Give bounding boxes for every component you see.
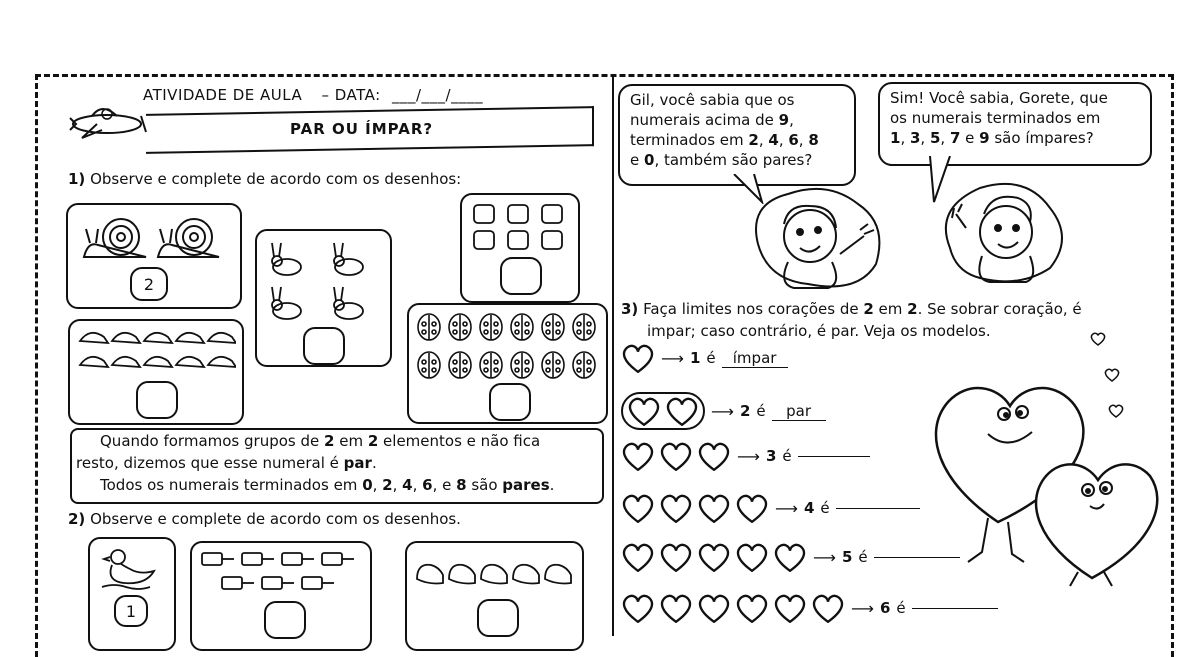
row-number: 3: [765, 447, 777, 465]
answer-field[interactable]: [798, 456, 870, 457]
heart-icon[interactable]: [773, 593, 807, 623]
heart-group[interactable]: [621, 542, 807, 572]
heart-icon[interactable]: [659, 593, 693, 623]
bubble-text: , também são pares?: [654, 151, 813, 169]
info-text: elementos e não fica: [378, 432, 541, 450]
bubble-text: ,: [940, 129, 950, 147]
heart-icon[interactable]: [697, 493, 731, 523]
arrow-icon: ⟶: [711, 401, 734, 421]
page-title: PAR OU ÍMPAR?: [290, 120, 434, 138]
bubble-text: são ímpares?: [989, 129, 1094, 147]
bubble-number: 9: [778, 111, 790, 129]
bubble-number: 7: [949, 129, 961, 147]
bubble-text: e: [630, 151, 644, 169]
info-text: Todos os numerais terminados em: [100, 476, 363, 494]
heart-icon[interactable]: [621, 441, 655, 471]
heart-icon[interactable]: [621, 493, 655, 523]
answer-field[interactable]: ímpar: [722, 349, 788, 368]
bubble-text: e: [960, 129, 980, 147]
arrow-icon: ⟶: [775, 498, 798, 518]
heart-icon[interactable]: [735, 493, 769, 523]
heart-icon[interactable]: [735, 542, 769, 572]
activity-label: ATIVIDADE DE AULA: [143, 86, 303, 104]
rabbit-answer-box[interactable]: [303, 327, 345, 365]
girl-illustration: [748, 184, 898, 294]
heart-icon[interactable]: [659, 441, 693, 471]
info-number: 2: [367, 432, 379, 450]
heart-row-4: [621, 493, 920, 523]
bubble-text: ,: [778, 131, 789, 149]
bubble-text: os numerais terminados em: [890, 109, 1101, 127]
jug-box: [460, 193, 580, 303]
heart-icon[interactable]: [621, 542, 655, 572]
row-label: é: [756, 402, 766, 420]
info-box: [70, 428, 604, 504]
arrow-icon: ⟶: [851, 598, 874, 618]
heart-icon[interactable]: [735, 593, 769, 623]
bubble-text: ,: [900, 129, 910, 147]
info-number: 2: [382, 476, 393, 494]
row-number: 2: [739, 402, 751, 420]
duck-answer-box[interactable]: 1: [114, 595, 148, 627]
bubble-number: 9: [979, 129, 990, 147]
heart-group[interactable]: [621, 441, 731, 471]
bubble-text: ,: [789, 111, 794, 129]
jug-icon: [470, 199, 570, 253]
q3-number-bold: 2: [863, 300, 874, 318]
heart-row-3: [621, 441, 870, 471]
q3-number-bold: 2: [907, 300, 918, 318]
heart-icon[interactable]: [697, 593, 731, 623]
bubble-number: 2: [748, 131, 759, 149]
bubble-number: 6: [788, 131, 799, 149]
snail-answer-box[interactable]: 2: [130, 267, 168, 301]
info-text: Quando formamos grupos de: [100, 432, 325, 450]
row-number: 6: [879, 599, 891, 617]
info-number: 4: [402, 476, 413, 494]
heart-row-5: [621, 542, 960, 572]
info-text: , e: [432, 476, 457, 494]
cap-icon: [76, 325, 236, 371]
rabbit-box: [255, 229, 392, 367]
column-divider: [612, 76, 614, 636]
row-label: é: [896, 599, 906, 617]
duck-icon: [100, 547, 162, 591]
boy-illustration: [930, 178, 1080, 288]
heart-icon[interactable]: [697, 542, 731, 572]
info-text: resto, dizemos que esse numeral é: [76, 454, 344, 472]
bubble-text: Gil, você sabia que os: [630, 91, 795, 109]
answer-field[interactable]: [836, 508, 920, 509]
row-label: é: [858, 548, 868, 566]
q3-text: . Se sobrar coração, é: [917, 300, 1082, 318]
heart-icon[interactable]: [811, 593, 845, 623]
info-keyword: pares: [502, 476, 550, 494]
bubble-text: ,: [758, 131, 769, 149]
bubble-text: ,: [920, 129, 930, 147]
shoe-answer-box[interactable]: [477, 599, 519, 637]
row-label: é: [782, 447, 792, 465]
shoe-box: [405, 541, 584, 651]
bubble-text: numerais acima de: [630, 111, 779, 129]
arrow-icon: ⟶: [813, 547, 836, 567]
rabbit-icon: [265, 237, 383, 321]
duck-box: [88, 537, 176, 651]
q3-text: impar; caso contrário, é par. Veja os modelos.: [647, 322, 991, 340]
info-text: .: [371, 454, 377, 472]
shoe-icon: [413, 555, 577, 591]
heart-group[interactable]: [621, 343, 655, 373]
cap-answer-box[interactable]: [136, 381, 178, 419]
pan-answer-box[interactable]: [264, 601, 306, 639]
bubble-number: 1: [890, 129, 901, 147]
arrow-icon: ⟶: [737, 446, 760, 466]
bubble-text: ,: [798, 131, 809, 149]
info-text: são: [466, 476, 503, 494]
bubble-text: terminados em: [630, 131, 749, 149]
cap-box: [68, 319, 244, 425]
answer-field[interactable]: [912, 608, 998, 609]
heart-row-6: [621, 593, 998, 623]
info-number: 0: [362, 476, 373, 494]
q3-number: 3): [621, 300, 639, 318]
heart-group[interactable]: [621, 493, 769, 523]
bubble-number: 8: [808, 131, 819, 149]
pan-box: [190, 541, 372, 651]
q3-text: em: [873, 300, 908, 318]
heart-icon[interactable]: [665, 396, 699, 426]
q1-prompt: Observe e complete de acordo com os desenhos:: [90, 170, 462, 188]
bubble-number: 3: [909, 129, 921, 147]
heart-icon[interactable]: [659, 542, 693, 572]
heart-icon: [1090, 332, 1106, 346]
heart-group[interactable]: [621, 593, 845, 623]
row-label: é: [820, 499, 830, 517]
info-text: .: [549, 476, 555, 494]
q2-number: 2): [68, 510, 86, 528]
row-number: 4: [803, 499, 815, 517]
info-number: 6: [422, 476, 433, 494]
info-number: 2: [324, 432, 335, 450]
info-number: 8: [456, 476, 467, 494]
heart-group[interactable]: [621, 392, 705, 430]
ladybug-answer-box[interactable]: [489, 383, 531, 421]
heart-icon[interactable]: [773, 542, 807, 572]
row-number: 5: [841, 548, 853, 566]
jug-answer-box[interactable]: [500, 257, 542, 295]
airplane-icon: [62, 98, 152, 144]
heart-row-2: [621, 392, 826, 430]
ladybug-icon: [415, 309, 601, 385]
speech-bubble-left: [618, 84, 856, 186]
heart-icon[interactable]: [697, 441, 731, 471]
answer-field[interactable]: par: [772, 402, 826, 421]
snail-box: [66, 203, 242, 309]
speech-bubble-right: [878, 82, 1152, 166]
ladybug-box: [407, 303, 608, 424]
bubble-number: 4: [768, 131, 779, 149]
info-text: ,: [412, 476, 423, 494]
heart-row-1: [621, 343, 788, 373]
heart-couple-illustration: [928, 372, 1164, 590]
snail-icon: [76, 211, 232, 265]
heart-icon[interactable]: [621, 593, 655, 623]
date-label: – DATA:: [321, 86, 381, 104]
q2-prompt: Observe e complete de acordo com os desenhos.: [90, 510, 461, 528]
arrow-icon: ⟶: [661, 348, 684, 368]
info-text: ,: [372, 476, 383, 494]
bubble-text: Sim! Você sabia, Gorete, que: [890, 89, 1108, 107]
q1-number: 1): [68, 170, 86, 188]
row-number: 1: [689, 349, 701, 367]
info-keyword: par: [343, 454, 372, 472]
bubble-number: 5: [929, 129, 941, 147]
date-field[interactable]: ___/___/____: [391, 86, 484, 104]
info-text: em: [334, 432, 368, 450]
pan-icon: [198, 549, 364, 595]
heart-icon[interactable]: [627, 396, 661, 426]
row-label: é: [706, 349, 716, 367]
info-text: ,: [392, 476, 403, 494]
bubble-number: 0: [644, 151, 655, 169]
heart-icon[interactable]: [621, 343, 655, 373]
heart-icon[interactable]: [659, 493, 693, 523]
q3-text: Faça limites nos corações de: [643, 300, 864, 318]
